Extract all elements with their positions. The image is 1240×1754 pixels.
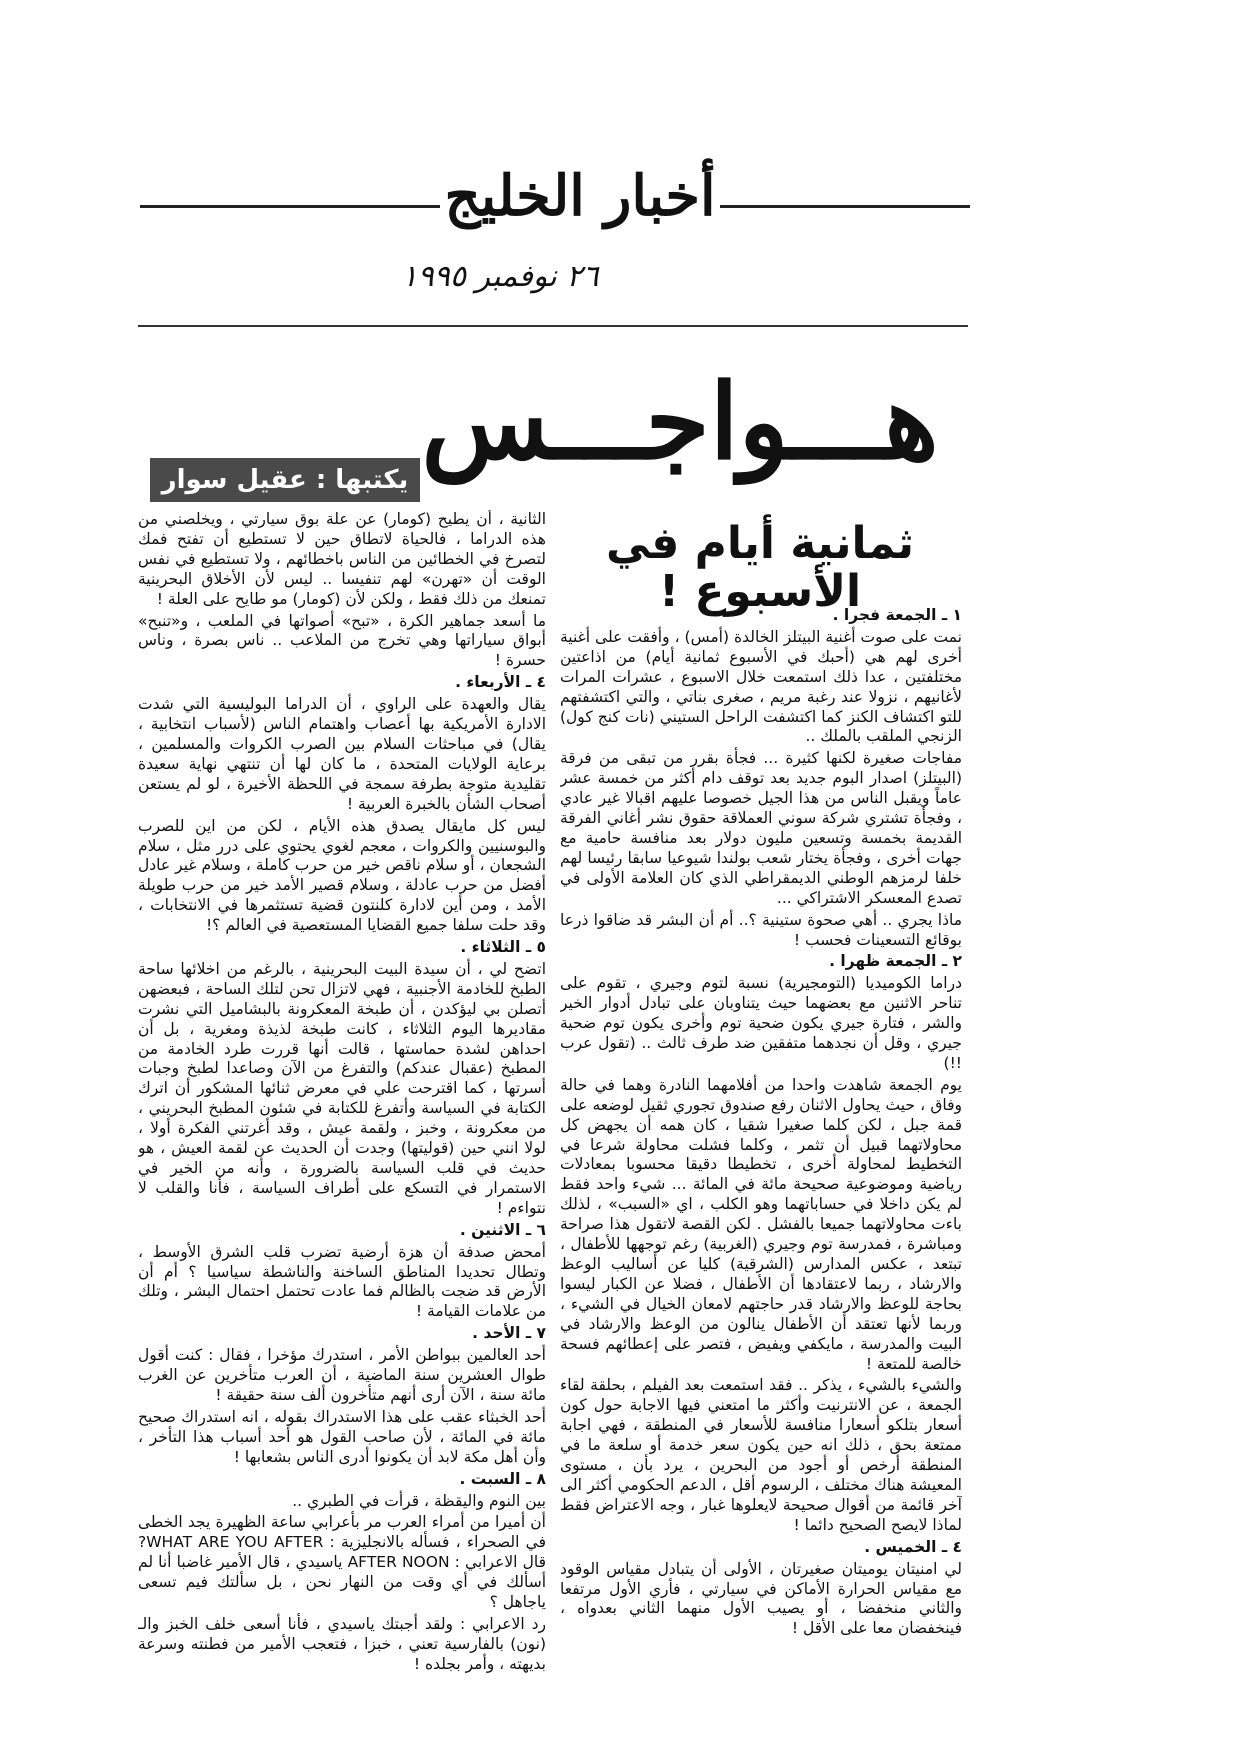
paragraph: أحد العالمين ببواطن الأمر ، استدرك مؤخرا ، فقال : كنت أقول طوال العشرين سنة الماضية ، أن العرب متأخرين عن الغرب مائة سنة ، الآن أرى أنهم متأخرون ألف سنة حقيقة ! bbox=[138, 1346, 546, 1404]
paragraph: بين النوم واليقظة ، قرأت في الطبري .. bbox=[292, 1491, 546, 1510]
publication-date: ٢٦ نوفمبر ١٩٩٥ bbox=[401, 259, 599, 294]
section-heading: ١ ـ الجمعة فجرا . bbox=[832, 606, 962, 624]
paragraph: اتضح لي ، أن سيدة البيت البحرينية ، بالرغم من اخلائها ساحة الطبخ للخادمة الأجنبية ، فهي لاتزال تحن لتلك الساحة ، فبعضهن أتصلن بي ليؤكدن ، أن طبخة المعكرونة بالبشاميل التي نشرت مقاديرها اليوم الثلاثاء ، كانت طبخة لذيذة ومغرية ، بل أن احداهن لشدة حماستها ، قالت أنها قررت طرد الخادمة من المطبخ (عقبال عندكم) والتفرغ من الآن وصاعدا لطبخ وجبات أسرتها ، كما اقترحت علي في معرض ثنائها المشكور أن اترك الكتابة في السياسة وأتفرغ للكتابة في شئون المطبخ البحريني ، من معكرونة ، وخبز ، ولقمة عيش ، وقد أغرتني الفكرة أولا ، لولا انني حين (قوليتها) وجدت أن الحديث عن لقمة العيش ، هو حديث في قلب السياسة بالضرورة ، وأنه من الخير في الاستمرار في التسكع على أطراف السياسة ، فأنا والقلب لا نتواءم ! bbox=[138, 959, 546, 1217]
paragraph: لي امنيتان يوميتان صغيرتان ، الأولى أن يتبادل مقياس الوقود مع مقياس الحرارة الأماكن في سيارتي ، فأري الأول مرتفعا والثاني منخفضا ، أو يصيب الأول منهما الثاني بعدواه ، فينخفضان معا على الأقل ! bbox=[560, 1559, 962, 1638]
masthead-rule-right bbox=[720, 205, 970, 208]
paragraph: ليس كل مايقال يصدق هذه الأيام ، لكن من اين للصرب والبوسنيين والكروات ، معجم لغوي يحتوي على درر مثل ، سلام الشجعان ، أو سلام ناقص خير من حرب كاملة ، وسلام غير عادل أفضل من حرب عادلة ، وسلام قصير الأمد خير من حرب طويلة الأمد ، ومن أين لادارة كلنتون قضية تستثمرها في الانتخابات ، وقد حلت سلفا جميع القضايا المستعصية في العالم ؟! bbox=[138, 816, 546, 935]
section-heading: ٨ ـ السبت . bbox=[459, 1469, 546, 1488]
masthead-rule-left bbox=[140, 205, 440, 208]
paragraph: دراما الكوميديا (التومجيرية) نسبة لتوم وجيري ، تقوم على تناحر الاثنين مع بعضهما حيث يتناوبان على تبادل أدوار الخير والشر ، فتارة جيري يكون ضحية توم وأخرى يكون توم ضحية جيري ، وقل أن نجدهما متفقين ضد طرف ثالث .. (تقول عرب !!) bbox=[560, 974, 962, 1072]
section-heading: ٧ ـ الأحد . bbox=[472, 1324, 546, 1343]
header-divider bbox=[138, 325, 968, 327]
section-heading: ٤ ـ الخميس . bbox=[864, 1537, 962, 1556]
section-heading: ٥ ـ الثلاثاء . bbox=[460, 938, 546, 957]
newspaper-masthead: أخبار الخليج bbox=[444, 163, 716, 229]
paragraph: يقال والعهدة على الراوي ، أن الدراما البوليسية التي شدت الادارة الأمريكية بها أعصاب واهتمام الناس (لأسباب انتخابية ، يقال) في مباحثات السلام بين الصرب الكروات والمسلمين ، برعاية الولايات المتحدة ، ما كان لها أن تنتهي نهاية سعيدة تقليدية متوجة بطرفة سمجة في اللحظة الأخيرة ، لو لم يستعن أصحاب الشأن بالخبرة العربية ! bbox=[138, 695, 546, 813]
paragraph: ماذا يجري .. أهي صحوة ستينية ؟.. أم أن البشر قد ضاقوا ذرعا بوقائع التسعينات فحسب ! bbox=[560, 910, 962, 949]
paragraph: أمحض صدفة أن هزة أرضية تضرب قلب الشرق الأوسط ، وتطال تحديدا المناطق الساخنة والناشطة سياسيا ؟ أم أن الأرض قد ضجت بالظالم فما عادت تحتمل احتمال البشر ، وتلك من علامات القيامة ! bbox=[138, 1242, 546, 1321]
article-column-left bbox=[138, 510, 546, 1745]
article-headline: ثمانية أيام في الأسبوع ! bbox=[605, 518, 915, 618]
article-column-right bbox=[560, 604, 962, 1744]
section-heading: ٦ ـ الاثنين . bbox=[459, 1220, 546, 1239]
paragraph: مفاجات صغيرة لكنها كثيرة ... فجأة بقرر من تبقى من فرقة (البيتلز) اصدار البوم جديد بعد توقف دام أكثر من خمسة عشر عاماً ويقبل الناس من هذا الجيل خصوصا عليهم اقبالا غير عادي ، وفجأة تشتري شركة سوني العملاقة حقوق نشر أغاني الفرقة القديمة بخمسة وتسعين مليون دولار بعد منافسة حامية مع جهات أخرى ، وفجأة يختار شعب بولندا شيوعيا سابقا رئيسا لهم خلفا لرمزهم الوطني الديمقراطي الذي كان العلامة الأولى في تصدع المعسكر الاشتراكي ... bbox=[560, 749, 962, 907]
paragraph: أحد الخبثاء عقب على هذا الاستدراك بقوله ، انه استدراك صحيح مائة في المائة ، لأن صاحب القول هو أحد أسباب هذا التأخر ، وأن أهل مكة لابد أن يكونوا أدرى الناس بشعابها ! bbox=[138, 1407, 546, 1466]
paragraph: ما أسعد جماهير الكرة ، «تبح» أصواتها في الملعب ، و«تنبح» أبواق سياراتها وهي تخرج من الملاعب .. ناس بصرة ، وناس حسرة ! bbox=[138, 611, 546, 670]
paragraph: والشيء بالشيء ، يذكر .. فقد استمعت بعد الفيلم ، بحلقة لقاء الجمعة ، عن الانترنيت وأكثر ما امتعني فيها الاجابة حول كون أسعار بتلكو أسعارا منافسة للأسعار في المنطقة ، فهي اجابة ممتعة بحق ، ذلك انه حين يكون سعر خدمة أو سلعة ما في المنطقة أرخص أو أجود من البحرين ، يرد بأن ، مستوى المعيشة هناك مختلف ، الرسوم أقل ، الدعم الحكومي أكثر الى آخر قائمة من أقوال صحيحة لايعلوها غبار ، وجه الاعتراض فقط لماذا لايصح الصحيح دائما ! bbox=[560, 1376, 962, 1534]
paragraph: يوم الجمعة شاهدت واحدا من أفلامهما النادرة وهما في حالة وفاق ، حيث يحاول الاثنان رفع صندوق تجوري ثقيل لوضعه على قمة جبل ، لكن كلما صغيرا شقيا ، كان همه أن يجهض كل محاولاتهما قبيل أن تثمر ، وكلما فشلت محاولة شرعا في التخطيط لمحاولة أخرى ، تخطيطا دقيقا محسوبا بمعادلات رياضية وموضوعية صحيحة مائة في المائة ... شيء واحد فقط لم يكن داخلا في حساباتهما وهو الكلب ، اي «السبب» ، لذلك باءت محاولاتهما جميعا بالفشل . لكن القصة لاتقول هذا صراحة ومباشرة ، فمدرسة توم وجيري (الغربية) رغم توجهها للأطفال ، تبتعد ، عكس المدارس (الشرقية) كليا عن أساليب الوعظ والارشاد ، ربما لاعتقادها أن الأطفال ، فضلا عن الكبار ليسوا بحاجة للوعظ والارشاد قدر حاجتهم لامعان الخيال في الشيء ، وربما لأنها تعتقد أن الأطفال ينالون من الوعظ والارشاد في البيت والمدرسة ، مايكفي ويفيض ، فتصر على إعطائهم فسحة خالصة للمتعة ! bbox=[560, 1075, 962, 1373]
paragraph: نمت على صوت أغنية البيتلز الخالدة (أمس) ، وأفقت على أغنية أخرى لهم هي (أحبك في الأسبوع ثمانية أيام) من اذاعتين مختلفتين ، عدا ذلك استمعت خلال الاسبوع ، عشرات المرات لأغانيهم ، نزولا عند رغبة مريم ، صغرى بناتي ، والتي اكتشفتهم للتو اكتشاف الكنز كما اكتشفت الراحل الستيني (نات كنج كول) الزنجي الملقب بالملك .. bbox=[560, 627, 962, 746]
byline-banner: يكتبها : عقيل سوار bbox=[150, 458, 420, 502]
section-heading: ٤ ـ الأربعاء . bbox=[455, 673, 546, 692]
column-title: هـــواجـــس bbox=[421, 360, 939, 483]
section-heading: ٢ ـ الجمعة ظهرا . bbox=[829, 952, 962, 971]
paragraph: رد الاعرابي : ولقد أجبتك ياسيدي ، فأنا أسعى خلف الخبز والـ (نون) بالفارسية تعني ، خبزا ، فتعجب الأمير من فطنته وسرعة بديهته ، وأمر بجلده ! bbox=[138, 1614, 546, 1673]
paragraph: أن أميرا من أمراء العرب مر بأعرابي ساعة الظهيرة يجد الخطى في الصحراء ، فسأله بالانجليزية : WHAT ARE YOU AFTER? قال الاعرابي : AFTER NOON ياسيدي ، قال الأمير غاضبا أنا لم أسألك في أي وقت من النهار نحن ، بل سألتك فيم تسعى ياجاهل ؟ bbox=[138, 1513, 546, 1612]
paragraph: الثانية ، أن يطيح (كومار) عن علة بوق سيارتي ، ويخلصني من هذه الدراما ، فالحياة لاتطاق حين لا تستطيع أن تفتح فمك لتصرخ في الخطائين من الناس باخطائهم ، ولا تستطيع في نفس الوقت أن «تهرن» لهم تنفيسا .. ليس لأن الأخلاق البحرينية تمنعك من ذلك فقط ، ولكن لأن (كومار) مو طايح على العلة ! bbox=[138, 510, 546, 608]
